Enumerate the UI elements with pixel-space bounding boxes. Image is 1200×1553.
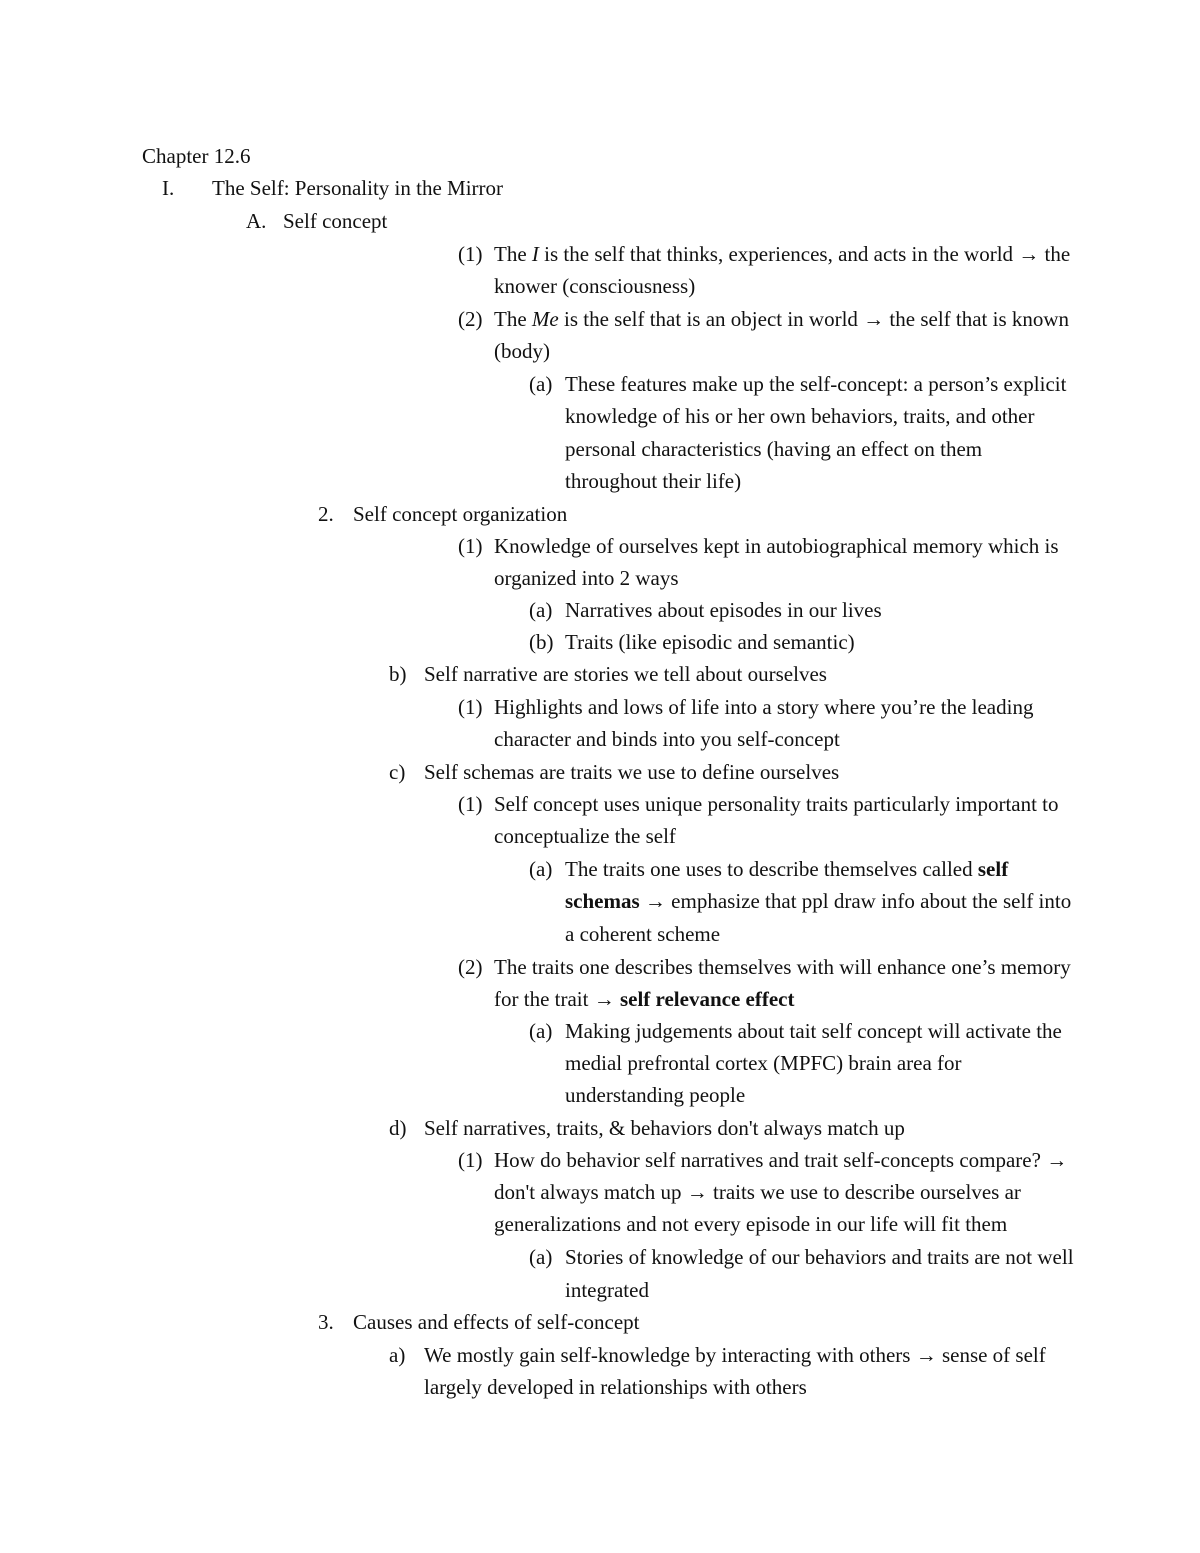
outline-marker: d) <box>389 1116 407 1140</box>
outline-item-text: Stories of knowledge of our behaviors and traits are not well <box>565 1245 1074 1269</box>
outline-item-text: Knowledge of ourselves kept in autobiographical memory which is <box>494 534 1059 558</box>
outline-marker: (2) <box>458 307 483 331</box>
outline-item-text: largely developed in relationships with others <box>424 1375 807 1399</box>
outline-marker: 2. <box>318 502 334 526</box>
outline-item-text: medial prefrontal cortex (MPFC) brain area for <box>565 1051 962 1075</box>
outline-marker: (a) <box>529 598 553 622</box>
outline-item-text: Making judgements about tait self concept will activate the <box>565 1019 1062 1043</box>
outline-item-text: The Me is the self that is an object in world → the self that is known <box>494 307 1070 331</box>
outline-item-text: Self concept uses unique personality traits particularly important to <box>494 792 1059 816</box>
outline-item-text: Narratives about episodes in our lives <box>565 598 882 622</box>
outline-item-text: Highlights and lows of life into a story where you’re the leading <box>494 695 1034 719</box>
outline-marker: (a) <box>529 1245 553 1269</box>
outline-marker: 3. <box>318 1310 334 1334</box>
outline-marker: I. <box>162 176 175 200</box>
outline-item-text: Self narratives, traits, & behaviors don't always match up <box>424 1116 905 1140</box>
outline-marker: (2) <box>458 955 483 979</box>
outline-item-text: The traits one describes themselves with will enhance one’s memory <box>494 955 1071 979</box>
outline-item-text: Self narrative are stories we tell about ourselves <box>424 662 827 686</box>
outline-item-text: (body) <box>494 339 550 363</box>
outline-marker: c) <box>389 760 406 784</box>
outline-item-text: generalizations and not every episode in our life will fit them <box>494 1212 1008 1236</box>
chapter-title: Chapter 12.6 <box>142 144 251 168</box>
outline-item-text: understanding people <box>565 1083 746 1107</box>
section-heading: The Self: Personality in the Mirror <box>212 176 504 200</box>
outline-item-text: schemas → emphasize that ppl draw info about the self into <box>565 889 1072 913</box>
outline-item-text: character and binds into you self-concept <box>494 727 840 751</box>
outline-item-text: These features make up the self-concept: a person’s explicit <box>565 372 1067 396</box>
outline-marker: (b) <box>529 630 554 654</box>
outline-marker: a) <box>389 1343 406 1367</box>
outline-item-text: don't always match up → traits we use to describe ourselves ar <box>494 1180 1021 1204</box>
outline-item-text: We mostly gain self-knowledge by interacting with others → sense of self <box>424 1343 1046 1367</box>
outline-item-text: knower (consciousness) <box>494 274 696 298</box>
outline-item-text: integrated <box>565 1278 649 1302</box>
outline-item-text: throughout their life) <box>565 469 742 493</box>
outline-item-text: personal characteristics (having an effect on them <box>565 437 983 461</box>
outline-marker: (1) <box>458 242 483 266</box>
outline-marker: A. <box>246 209 267 233</box>
outline-item-text: knowledge of his or her own behaviors, traits, and other <box>565 404 1035 428</box>
outline-marker: (a) <box>529 857 553 881</box>
outline-marker: (1) <box>458 1148 483 1172</box>
outline-item-text: organized into 2 ways <box>494 566 679 590</box>
outline-item-text: The I is the self that thinks, experiences, and acts in the world → the <box>494 242 1071 266</box>
subsection-heading: Causes and effects of self-concept <box>353 1310 640 1334</box>
outline-marker: (a) <box>529 372 553 396</box>
outline-item-text: Traits (like episodic and semantic) <box>565 630 855 654</box>
outline-marker: (1) <box>458 534 483 558</box>
outline-item-text: Self schemas are traits we use to define ourselves <box>424 760 840 784</box>
subsection-heading: Self concept <box>283 209 388 233</box>
outline-marker: (a) <box>529 1019 553 1043</box>
outline-marker: b) <box>389 662 407 686</box>
subsection-heading: Self concept organization <box>353 502 568 526</box>
outline-item-text: How do behavior self narratives and trait self-concepts compare? → <box>494 1148 1068 1172</box>
outline-item-text: a coherent scheme <box>565 922 721 946</box>
outline-item-text: conceptualize the self <box>494 824 676 848</box>
outline-marker: (1) <box>458 792 483 816</box>
outline-item-text: The traits one uses to describe themselves called self <box>565 857 1009 881</box>
outline-item-text: for the trait → self relevance effect <box>494 987 795 1011</box>
outline-marker: (1) <box>458 695 483 719</box>
